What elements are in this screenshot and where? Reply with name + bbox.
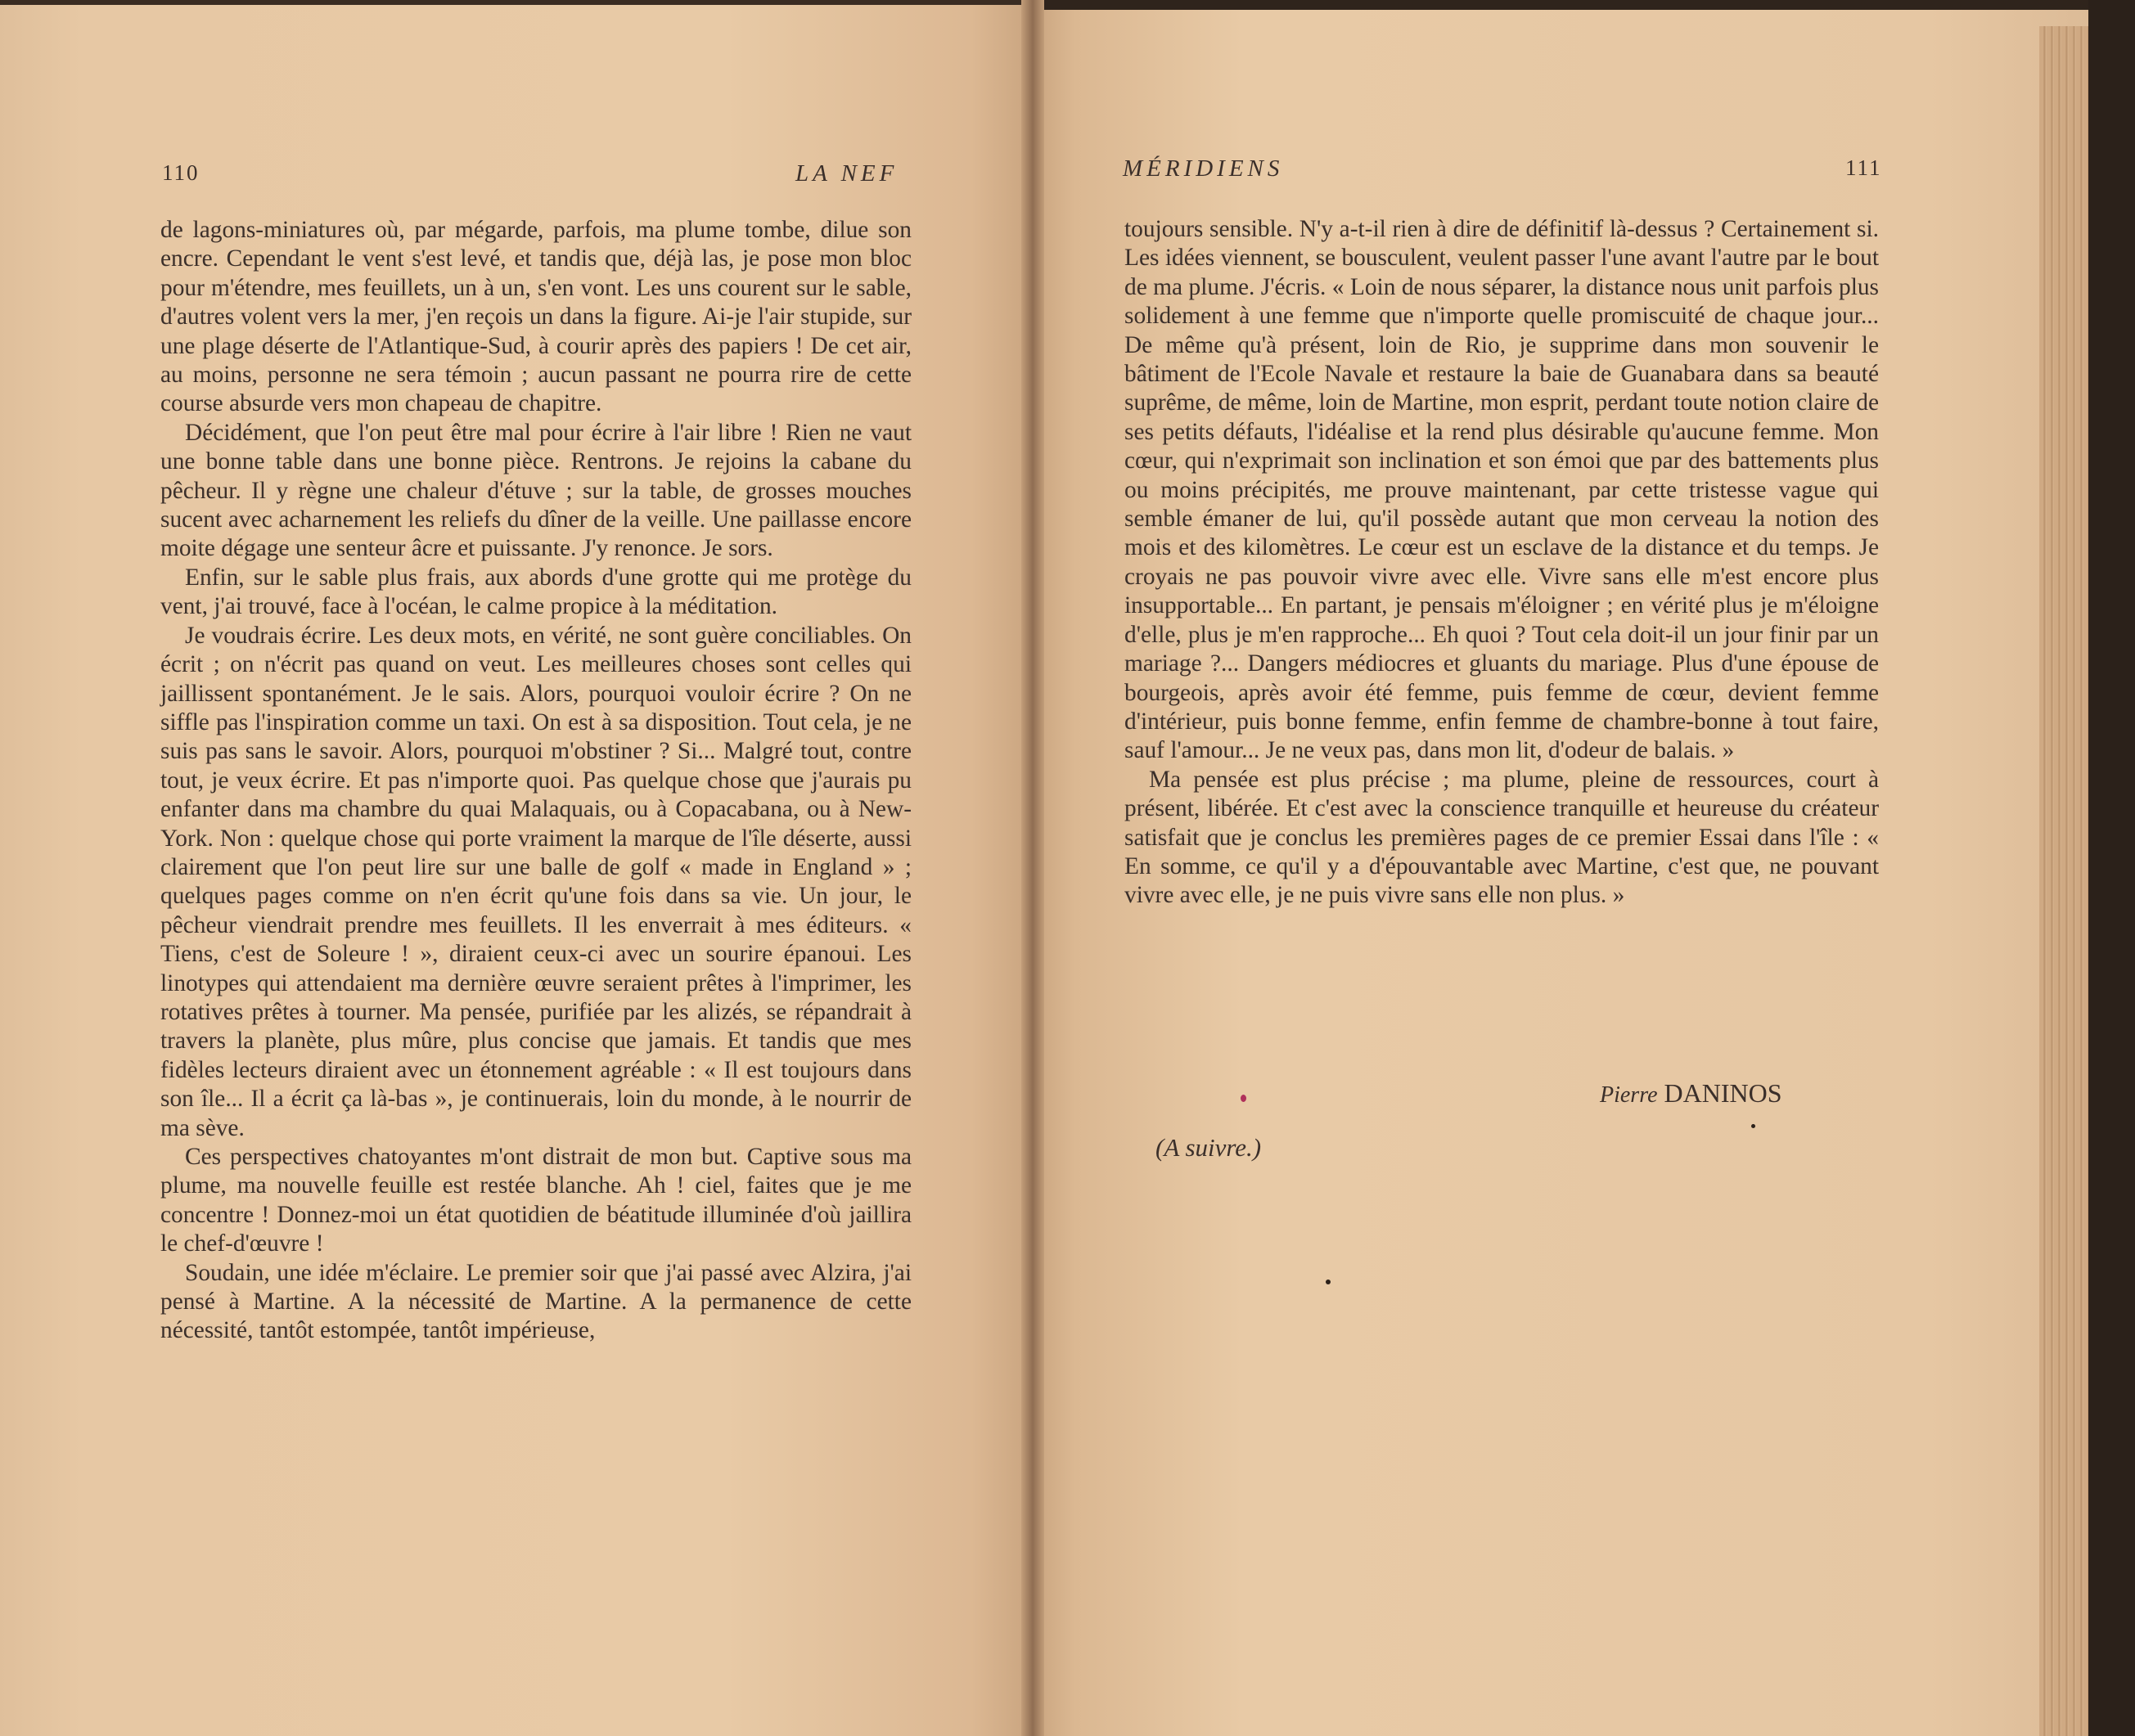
left-paragraph: Je voudrais écrire. Les deux mots, en vérité, ne sont guère conciliables. On écrit ; on n'écrit pas quand on veut. Les meilleures choses sont celles qui jaillissent spontanément. Je le sais. Alors, pourquoi vouloir écrire ? On ne siffle pas l'inspiration comme un taxi. On est à sa disposition. Tout cela, je ne suis pas sans le savoir. Alors, pourquoi m'obstiner ? Si... Malgré tout, contre tout, je veux écrire. Et pas n'importe quoi. Pas quelque chose que j'aurais pu enfanter dans ma chambre du quai Malaquais, ou à Copacabana, ou à New-York. Non : quelque chose qui porte vraiment la marque de l'île déserte, aussi clairement que l'on peut lire sur une balle de golf « made in England » ; quelques pages comme on n'en écrit qu'une fois dans sa vie. Un jour, le pêcheur viendrait prendre mes feuillets. Il les enverrait à mes éditeurs. « Tiens, c'est de Soleure ! », diraient ceux-ci avec un sourire épanoui. Les linotypes qui attendaient ma dernière œuvre seraient prêtes à l'imprimer, les rotatives prêtes à tourner. Ma pensée, purifiée par les alizés, se répandrait à travers la planète, plus mûre, plus concise que jamais. Et tandis que mes fidèles lecteurs diraient avec un étonnement agréable : « Il est toujours dans son île... Il a écrit ça là-bas », je continuerais, loin du monde, à le nourrir de ma sève. <box>160 622 912 1141</box>
left-paragraph: de lagons-miniatures où, par mégarde, parfois, ma plume tombe, dilue son encre. Cependant le vent s'est levé, et tandis que, déjà las, je pose mon bloc pour m'étendre, mes feuillets, un à un, s'en vont. Les uns courent sur le sable, d'autres volent vers la mer, j'en reçois un dans la figure. Ai-je l'air stupide, sur une plage déserte de l'Atlantique-Sud, à courir après des papiers ! De cet air, au moins, personne ne sera témoin ; aucun passant ne pourra rire de cette course absurde vers mon chapeau de chapitre. <box>160 217 912 417</box>
right-paragraph: Ma pensée est plus précise ; ma plume, pleine de ressources, court à présent, libérée. Et c'est avec la conscience tranquille et heureuse du créateur satisfait que je conclus les premières pages de ce premier Essai dans l'île : « En somme, ce qu'il y a d'épouvantable avec Martine, c'est que, ne pouvant vivre avec elle, je ne puis vivre sans elle non plus. » <box>1124 766 1879 909</box>
book-gutter <box>1021 0 1044 1736</box>
author-last-name: DANINOS <box>1664 1078 1782 1108</box>
left-paragraph: Ces perspectives chatoyantes m'ont distrait de mon but. Captive sous ma plume, ma nouvelle feuille est restée blanche. Ah ! ciel, faites que je me concentre ! Donnez-moi un état quotidien de béatitude illuminée d'où jaillira le chef-d'œuvre ! <box>160 1144 912 1257</box>
right-paragraph: toujours sensible. N'y a-t-il rien à dire de définitif là-dessus ? Certainement si. Les idées viennent, se bousculent, veulent passer l'une avant l'autre par le bout de ma plume. J'écris. « Loin de nous séparer, la distance nous unit parfois plus solidement à une femme que n'importe quelle promiscuité de chaque jour... De même qu'à présent, loin de Rio, je supprime dans mon souvenir le bâtiment de l'Ecole Navale et restaure la baie de Guanabara dans sa beauté suprême, de même, loin de Martine, mon esprit, perdant toute notion claire de ses petits défauts, l'idéalise et la rend plus désirable qu'aucune femme. Mon cœur, qui n'exprimait son inclination et son émoi que par des battements plus ou moins précipités, me prouve maintenant, par cette tristesse vague qui semble émaner de lui, qu'il possède autant que mon cerveau la notion des mois et des kilomètres. Le cœur est un esclave de la distance et du temps. Je croyais ne pas pouvoir vivre avec elle. Vivre sans elle m'est encore plus insupportable... En partant, je pensais m'éloigner ; en vérité plus je m'éloigne d'elle, plus je m'en rapproche... Eh quoi ? Tout cela doit-il un jour finir par un mariage ?... Dangers médiocres et gluants du mariage. Plus d'une épouse de bourgeois, après avoir été femme, puis femme de cœur, devient femme d'intérieur, puis bonne femme, enfin femme de chambre-bonne à tout faire, sauf l'amour... Je ne veux pas, dans mon lit, d'odeur de balais. » <box>1124 216 1879 764</box>
red-mark <box>1241 1095 1246 1102</box>
left-paragraph: Enfin, sur le sable plus frais, aux abords d'une grotte qui me protège du vent, j'ai trouvé, face à l'océan, le calme propice à la méditation. <box>160 564 912 620</box>
left-paragraph: Décidément, que l'on peut être mal pour écrire à l'air libre ! Rien ne vaut une bonne table dans une bonne pièce. Rentrons. Je rejoins la cabane du pêcheur. Il y règne une chaleur d'étuve ; sur la table, de grosses mouches sucent avec acharnement les reliefs du dîner de la veille. Une paillasse encore moite dégage une senteur âcre et puissante. J'y renonce. Je sors. <box>160 419 912 562</box>
to-be-continued: (A suivre.) <box>1155 1133 1262 1162</box>
author-first-name: Pierre <box>1600 1082 1658 1108</box>
left-page-body <box>160 216 912 1346</box>
ink-speck <box>1751 1124 1755 1128</box>
right-running-head: MÉRIDIENS <box>1123 155 1284 182</box>
left-page-number: 110 <box>162 160 200 185</box>
right-page-number: 111 <box>1845 155 1882 180</box>
page-edges <box>2039 26 2088 1736</box>
left-running-head: LA NEF <box>795 160 899 187</box>
right-page-body <box>1124 215 1879 911</box>
left-page <box>0 0 1033 1736</box>
author-signature <box>1600 1078 1782 1109</box>
left-paragraph: Soudain, une idée m'éclaire. Le premier soir que j'ai passé avec Alzira, j'ai pensé à Martine. A la nécessité de Martine. A la permanence de cette nécessité, tantôt estompée, tantôt impérieuse, <box>160 1259 912 1344</box>
ink-speck <box>1326 1280 1331 1284</box>
